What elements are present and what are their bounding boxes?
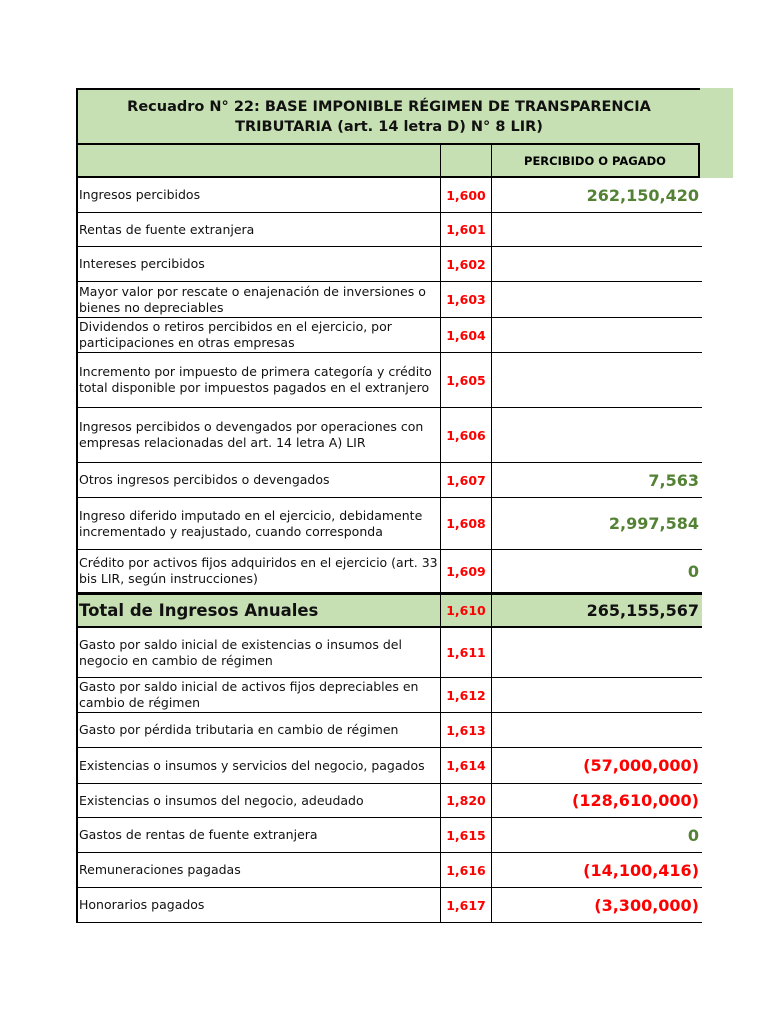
row-code: 1,606	[440, 408, 491, 462]
row-label: Mayor valor por rescate o enajenación de inversiones o bienes no depreciables	[79, 283, 426, 315]
row-value	[491, 318, 700, 352]
table-row	[78, 247, 702, 282]
row-label: Incremento por impuesto de primera categoría y crédito total disponible por impuestos pagados en el extranjero	[79, 364, 432, 395]
row-value	[491, 353, 700, 407]
row-value: 0	[491, 550, 700, 592]
row-value: 7,563	[491, 463, 700, 497]
row-label: Gastos de rentas de fuente extranjera	[79, 827, 318, 842]
table-row	[78, 713, 702, 748]
row-value: (57,000,000)	[491, 748, 700, 783]
table-row	[78, 784, 702, 818]
row-code: 1,602	[440, 247, 491, 281]
row-label: Gasto por pérdida tributaria en cambio de régimen	[79, 722, 399, 737]
row-label: Ingresos percibidos o devengados por operaciones con empresas relacionadas del art. 14 letra A) LIR	[79, 419, 424, 450]
row-code: 1,609	[440, 550, 491, 592]
header-label-cell	[78, 145, 440, 176]
table-row	[78, 178, 702, 213]
row-code: 1,601	[440, 213, 491, 246]
row-code: 1,616	[440, 853, 491, 887]
row-value: 0	[491, 818, 700, 852]
table-row	[78, 353, 702, 408]
row-label: Existencias o insumos del negocio, adeudado	[79, 792, 364, 808]
table-title: Recuadro N° 22: BASE IMPONIBLE RÉGIMEN DE TRANSPARENCIA TRIBUTARIA (art. 14 letra D) N° 8 LIR)	[76, 88, 700, 143]
row-code: 1,605	[440, 353, 491, 407]
row-code: 1,604	[440, 318, 491, 352]
table-row	[78, 408, 702, 463]
table-row	[78, 463, 702, 498]
table-row	[78, 550, 702, 593]
row-label: Existencias o insumos y servicios del negocio, pagados	[79, 757, 425, 773]
row-value: (3,300,000)	[491, 888, 700, 922]
data-table-body	[76, 178, 702, 923]
row-code: 1,613	[440, 713, 491, 747]
total-row	[78, 593, 702, 628]
table-row	[78, 748, 702, 784]
row-label: Dividendos o retiros percibidos en el ejercicio, por participaciones en otras empresas	[79, 319, 392, 350]
table-row	[78, 818, 702, 853]
header-value-cell: PERCIBIDO O PAGADO	[491, 145, 700, 176]
table-row	[78, 498, 702, 550]
table-row	[78, 888, 702, 923]
table-row	[78, 282, 702, 318]
row-value	[491, 213, 700, 246]
table-row	[78, 853, 702, 888]
row-label: Honorarios pagados	[79, 897, 205, 912]
row-code: 1,603	[440, 282, 491, 317]
row-label: Ingresos percibidos	[79, 187, 201, 202]
row-value	[491, 628, 700, 677]
row-code: 1,617	[440, 888, 491, 922]
row-code: 1,611	[440, 628, 491, 677]
row-value	[491, 713, 700, 747]
table-row	[78, 678, 702, 713]
table-row	[78, 213, 702, 247]
table-row	[78, 318, 702, 353]
row-value: 265,155,567	[491, 595, 700, 626]
row-code: 1,820	[440, 784, 491, 817]
row-label: Crédito por activos fijos adquiridos en el ejercicio (art. 33 bis LIR, según instrucciones)	[79, 555, 438, 586]
row-value: 262,150,420	[491, 178, 700, 212]
row-label: Total de Ingresos Anuales	[79, 600, 319, 620]
row-label: Remuneraciones pagadas	[79, 862, 241, 877]
row-label: Intereses percibidos	[79, 256, 205, 271]
row-code: 1,607	[440, 463, 491, 497]
row-code: 1,600	[440, 178, 491, 212]
row-label: Gasto por saldo inicial de existencias o insumos del negocio en cambio de régimen	[79, 636, 402, 668]
row-label: Otros ingresos percibidos o devengados	[79, 472, 330, 487]
row-label: Ingreso diferido imputado en el ejercicio, debidamente incrementado y reajustado, cuando corresponda	[79, 507, 423, 539]
row-code: 1,614	[440, 748, 491, 783]
row-code: 1,610	[440, 595, 491, 626]
table-row	[78, 628, 702, 678]
column-header-row	[76, 143, 700, 178]
row-code: 1,615	[440, 818, 491, 852]
row-value: (14,100,416)	[491, 853, 700, 887]
row-value: (128,610,000)	[491, 784, 700, 817]
row-value: 2,997,584	[491, 498, 700, 549]
row-code: 1,608	[440, 498, 491, 549]
row-code: 1,612	[440, 678, 491, 712]
row-value	[491, 408, 700, 462]
row-label: Gasto por saldo inicial de activos fijos depreciables en cambio de régimen	[79, 679, 419, 710]
row-label: Rentas de fuente extranjera	[79, 221, 255, 237]
header-code-cell	[440, 145, 491, 176]
row-value	[491, 247, 700, 281]
row-value	[491, 678, 700, 712]
row-value	[491, 282, 700, 317]
